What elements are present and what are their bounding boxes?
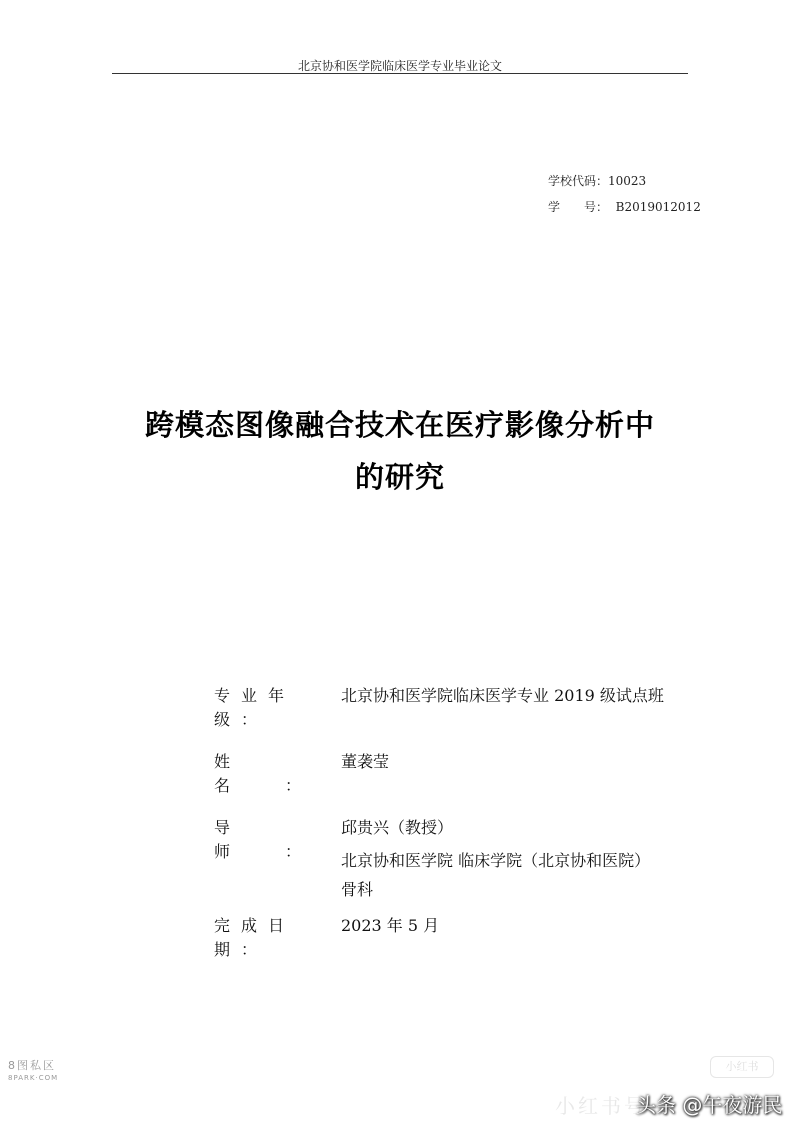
- student-id-label: 学 号：: [548, 200, 609, 214]
- date-value: 2023 年 5 月: [341, 916, 440, 935]
- author-watermark: 头条 @午夜游民: [636, 1093, 783, 1117]
- badge-watermark: 小红书: [710, 1056, 774, 1078]
- major-label-text: 专业年级：: [214, 686, 296, 729]
- name-label: [214, 750, 357, 798]
- date-label: [214, 914, 341, 962]
- school-code-value: 10023: [608, 174, 647, 188]
- thesis-title-line-1: 跨模态图像融合技术在医疗影像分析中: [144, 408, 655, 442]
- thesis-title-line-2: 的研究: [354, 460, 445, 494]
- advisor-department: 骨科: [341, 880, 374, 899]
- advisor-name: 邱贵兴（教授）: [341, 818, 454, 837]
- page-header: 北京协和医学院临床医学专业毕业论文: [297, 59, 502, 73]
- school-code-label: 学校代码：: [548, 174, 609, 188]
- school-info: [548, 168, 701, 220]
- name-value: 董袭莹: [341, 752, 390, 771]
- date-row: [214, 914, 664, 962]
- name-row: [214, 750, 664, 798]
- site-watermark: [8, 1060, 58, 1084]
- date-label-text: 完成日期：: [214, 916, 296, 959]
- name-label-text: 姓名：: [214, 752, 357, 795]
- major-value: 北京协和医学院临床医学专业 2019 级试点班: [341, 686, 664, 705]
- school-code-row: [548, 168, 701, 194]
- header-rule: [112, 73, 688, 74]
- advisor-label: [214, 816, 357, 904]
- major-label: [214, 684, 341, 732]
- advisor-row: [214, 816, 664, 904]
- student-id-value: B2019012012: [615, 200, 701, 214]
- advisor-value: [341, 816, 650, 904]
- student-id-row: [548, 194, 701, 220]
- advisor-affiliation: 北京协和医学院 临床学院（北京协和医院）: [341, 851, 651, 870]
- major-row: [214, 684, 664, 732]
- site-watermark-sub: 8PARK·COM: [8, 1074, 59, 1082]
- advisor-label-text: 导师：: [214, 818, 357, 861]
- site-watermark-main: 8图私区: [8, 1059, 56, 1072]
- thesis-info: [214, 684, 664, 980]
- faint-watermark: 小红书号: [555, 1094, 647, 1118]
